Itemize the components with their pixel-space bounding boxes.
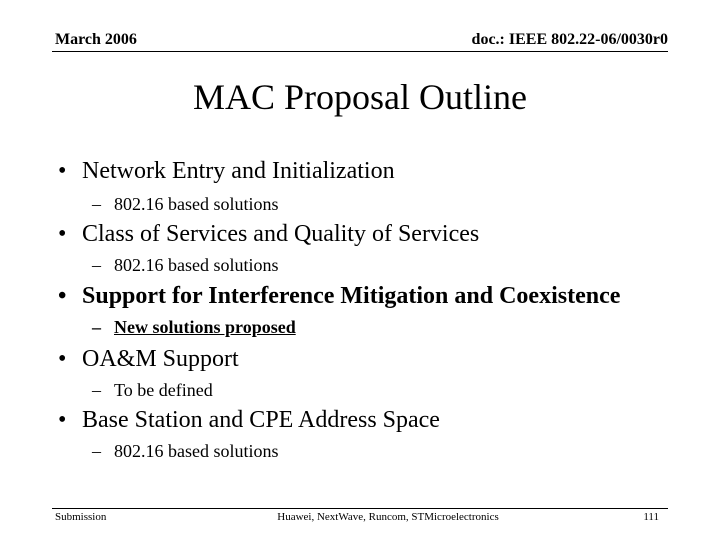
bullet-text: OA&M Support — [82, 346, 239, 372]
sub-bullet-text: New solutions proposed — [114, 317, 296, 337]
bullet-item — [58, 407, 440, 434]
dash-icon: – — [92, 317, 101, 337]
dash-icon: – — [92, 380, 101, 400]
sub-bullet-item — [92, 380, 213, 401]
dash-icon: – — [92, 441, 101, 461]
bullet-item — [58, 158, 395, 185]
header-doc-id: doc.: IEEE 802.22-06/0030r0 — [471, 31, 668, 48]
bullet-item — [58, 283, 620, 310]
footer-divider — [52, 508, 668, 509]
sub-bullet-text: To be defined — [114, 380, 213, 400]
sub-bullet-item — [92, 441, 279, 462]
bullet-item — [58, 221, 479, 248]
header-divider — [52, 51, 668, 52]
bullet-dot-icon: • — [58, 283, 67, 309]
sub-bullet-text: 802.16 based solutions — [114, 194, 279, 214]
bullet-dot-icon: • — [58, 158, 67, 184]
footer-authors: Huawei, NextWave, Runcom, STMicroelectronics — [277, 511, 499, 523]
footer-submission: Submission — [55, 511, 107, 523]
header-date: March 2006 — [55, 31, 137, 48]
bullet-dot-icon: • — [58, 407, 67, 433]
sub-bullet-text: 802.16 based solutions — [114, 255, 279, 275]
sub-bullet-item — [92, 255, 279, 276]
page-number: 111 — [643, 511, 659, 523]
sub-bullet-text: 802.16 based solutions — [114, 441, 279, 461]
sub-bullet-item — [92, 317, 296, 338]
dash-icon: – — [92, 255, 101, 275]
bullet-text: Network Entry and Initialization — [82, 158, 395, 184]
sub-bullet-item — [92, 194, 279, 215]
dash-icon: – — [92, 194, 101, 214]
bullet-text: Support for Interference Mitigation and Coexistence — [82, 283, 621, 309]
bullet-text: Class of Services and Quality of Services — [82, 221, 480, 247]
bullet-dot-icon: • — [58, 221, 67, 247]
bullet-dot-icon: • — [58, 346, 67, 372]
bullet-item — [58, 346, 239, 373]
slide-title: MAC Proposal Outline — [192, 77, 527, 117]
bullet-text: Base Station and CPE Address Space — [82, 407, 440, 433]
